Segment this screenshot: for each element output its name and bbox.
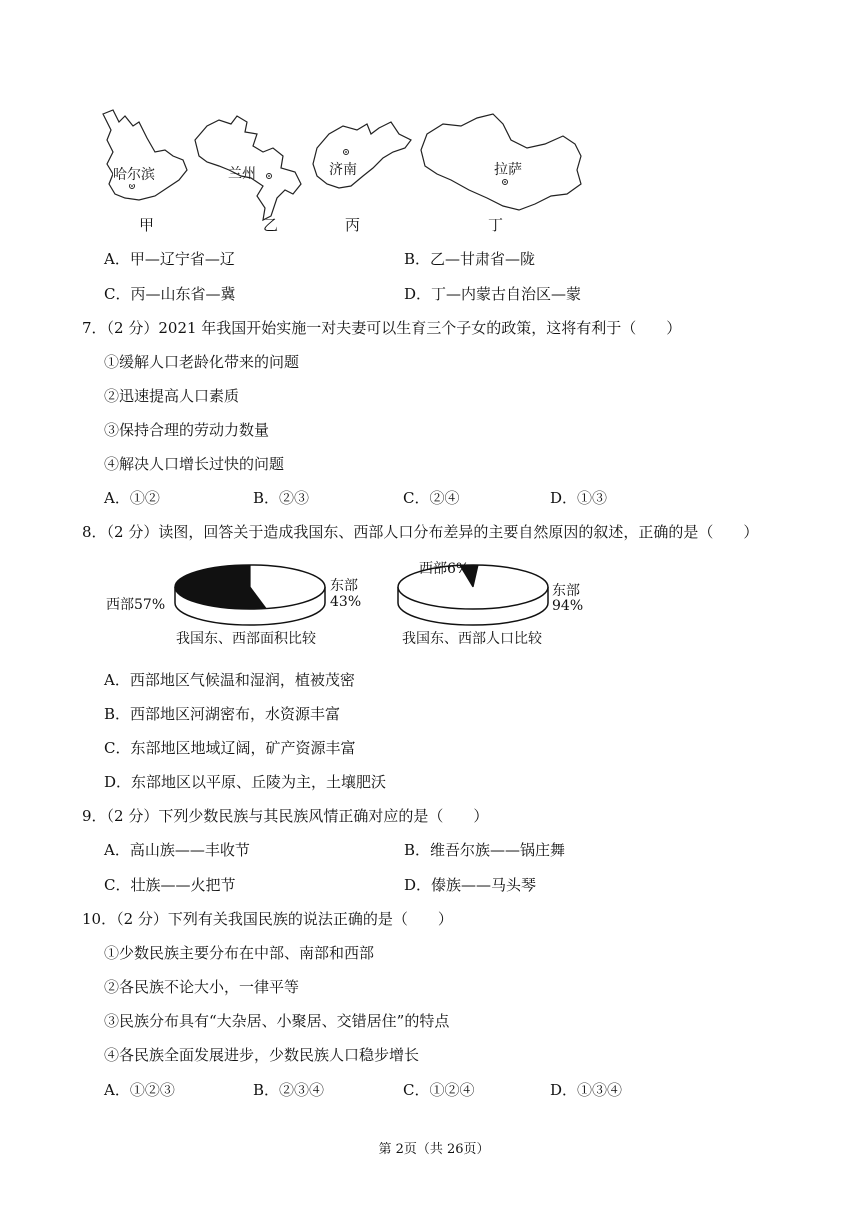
q7-option-a: A．①② xyxy=(104,489,160,507)
q6-option-d: D．丁—内蒙古自治区—蒙 xyxy=(404,285,582,303)
q10-item-2: ②各民族不论大小，一律平等 xyxy=(104,978,300,996)
map-bing-label: 丙 xyxy=(345,216,361,234)
pie2-caption: 我国东、西部人口比较 xyxy=(402,631,542,647)
pie2-east-value: 94% xyxy=(552,598,584,614)
q7-item-3: ③保持合理的劳动力数量 xyxy=(104,421,270,439)
q8-pie-figure xyxy=(100,555,600,650)
q10-option-a: A．①②③ xyxy=(104,1081,175,1099)
q10-option-b: B．②③④ xyxy=(253,1081,325,1099)
pie1-east-label: 东部 xyxy=(330,578,358,594)
q10-stem: 10．（2 分）下列有关我国民族的说法正确的是（ ） xyxy=(82,910,453,928)
map-ding-city-label: 拉萨 xyxy=(494,162,522,178)
q7-stem: 7．（2 分）2021 年我国开始实施一对夫妻可以生育三个子女的政策，这将有利于（ ） xyxy=(82,319,682,337)
pie2-east-label: 东部 xyxy=(552,583,580,599)
q10-item-4: ④各民族全面发展进步，少数民族人口稳步增长 xyxy=(104,1046,420,1064)
map-yi-city-label: 兰州 xyxy=(228,166,256,182)
q9-option-c: C．壮族——火把节 xyxy=(104,876,236,894)
province-maps-figure xyxy=(95,104,595,239)
q7-item-1: ①缓解人口老龄化带来的问题 xyxy=(104,353,300,371)
q7-option-b: B．②③ xyxy=(253,489,310,507)
q9-option-d: D．傣族——马头琴 xyxy=(404,876,537,894)
map-jia-outline xyxy=(103,110,187,200)
q6-option-b: B．乙—甘肃省—陇 xyxy=(404,250,536,268)
map-jia-label: 甲 xyxy=(139,216,155,234)
pie1-west-label: 西部57% xyxy=(106,597,166,613)
pie2-west-label: 西部6% xyxy=(419,561,470,577)
pie1-east-value: 43% xyxy=(330,594,362,610)
q10-option-d: D．①③④ xyxy=(550,1081,623,1099)
q7-item-2: ②迅速提高人口素质 xyxy=(104,387,240,405)
q8-option-d: D．东部地区以平原、丘陵为主，土壤肥沃 xyxy=(104,773,387,791)
map-ding-label: 丁 xyxy=(488,216,504,234)
map-bing-city-label: 济南 xyxy=(329,159,357,179)
q6-option-c: C．丙—山东省—冀 xyxy=(104,285,236,303)
q7-item-4: ④解决人口增长过快的问题 xyxy=(104,455,285,473)
q9-option-b: B．维吾尔族——锅庄舞 xyxy=(404,841,566,859)
q8-option-a: A．西部地区气候温和湿润，植被茂密 xyxy=(104,671,355,689)
map-yi-label: 乙 xyxy=(263,216,279,234)
q6-option-a: A．甲—辽宁省—辽 xyxy=(104,250,235,268)
map-jia-city-label: 哈尔滨 xyxy=(113,164,155,184)
q9-option-a: A．高山族——丰收节 xyxy=(104,841,250,859)
q8-option-b: B．西部地区河湖密布，水资源丰富 xyxy=(104,705,341,723)
q7-option-d: D．①③ xyxy=(550,489,608,507)
pie-area-comparison xyxy=(175,565,325,625)
map-bing-outline xyxy=(313,122,411,188)
q7-option-c: C．②④ xyxy=(403,489,460,507)
q10-item-3: ③民族分布具有“大杂居、小聚居、交错居住”的特点 xyxy=(104,1012,450,1030)
q8-stem: 8．（2 分）读图，回答关于造成我国东、西部人口分布差异的主要自然原因的叙述，正确的是（ ） xyxy=(82,523,759,541)
q8-option-c: C．东部地区地域辽阔，矿产资源丰富 xyxy=(104,739,356,757)
page-footer: 第 2页（共 26页） xyxy=(378,1142,490,1157)
q10-item-1: ①少数民族主要分布在中部、南部和西部 xyxy=(104,944,375,962)
q9-stem: 9．（2 分）下列少数民族与其民族风情正确对应的是（ ） xyxy=(82,807,489,825)
pie1-caption: 我国东、西部面积比较 xyxy=(176,631,316,647)
q10-option-c: C．①②④ xyxy=(403,1081,475,1099)
